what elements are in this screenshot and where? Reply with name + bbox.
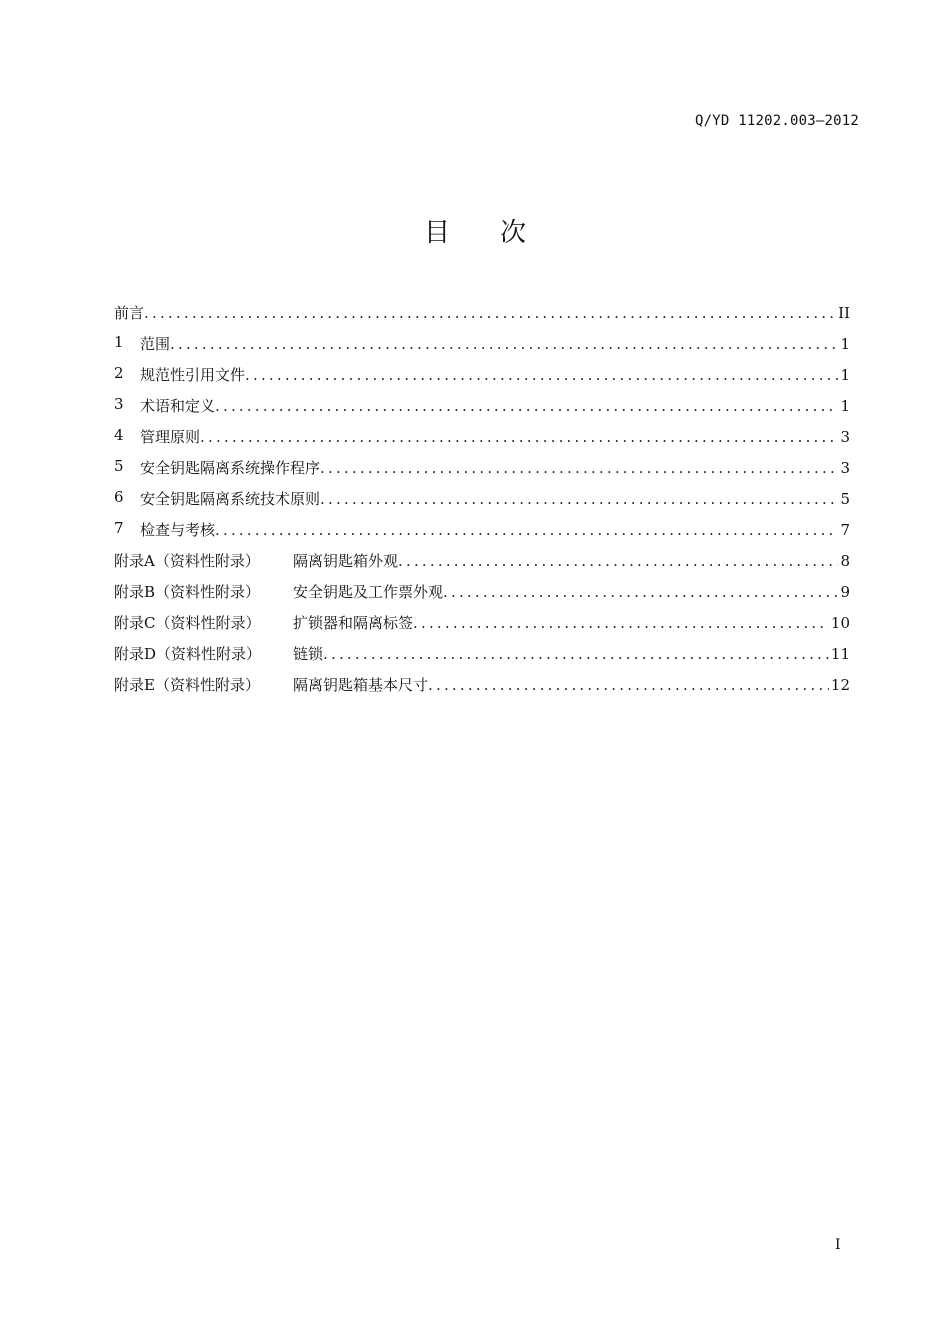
toc-entry-appendix-prefix: 附录B（资料性附录） (114, 583, 261, 601)
toc-entry-text: 链锁 (293, 645, 324, 663)
toc-entry-appendix-c[interactable] (114, 607, 850, 638)
toc-entry-label (114, 612, 413, 633)
toc-entry-text: 安全钥匙隔离系统技术原则 (140, 490, 321, 508)
toc-entry-number: 3 (114, 395, 124, 413)
toc-leader-dots (144, 304, 836, 322)
toc-entry-7[interactable] (114, 514, 850, 545)
toc-leader-dots (215, 521, 838, 539)
toc-entry-page: 3 (840, 427, 850, 446)
toc-entry-page: 1 (840, 334, 850, 353)
toc-entry-text: 隔离钥匙箱外观 (293, 552, 399, 570)
toc-entry-page: 1 (840, 396, 850, 415)
toc-leader-dots (215, 397, 838, 415)
toc-leader-dots (398, 552, 838, 570)
toc-entry-number: 7 (114, 519, 124, 537)
toc-entry-label (114, 364, 245, 385)
toc-entry-appendix-e[interactable] (114, 669, 850, 700)
toc-leader-dots (170, 335, 838, 353)
toc-entry-text: 隔离钥匙箱基本尺寸 (293, 676, 429, 694)
toc-entry-label (114, 643, 323, 664)
toc-entry-appendix-prefix: 附录D（资料性附录） (114, 645, 262, 663)
document-code: Q/YD 11202.003—2012 (695, 113, 859, 129)
toc-leader-dots (245, 366, 838, 384)
toc-entry-label (114, 333, 170, 354)
toc-entry-foreword[interactable] (114, 297, 850, 328)
toc-entry-page: 12 (830, 675, 850, 694)
toc-entry-text: 规范性引用文件 (140, 366, 246, 384)
toc-entry-appendix-b[interactable] (114, 576, 850, 607)
toc-entry-label (114, 581, 443, 602)
toc-entry-number: 6 (114, 488, 124, 506)
toc-entry-text: 范围 (140, 335, 171, 353)
toc-title: 目次 (423, 218, 576, 248)
toc-entry-page: 3 (840, 458, 850, 477)
toc-entry-number: 2 (114, 364, 124, 382)
toc-entry-page: 11 (830, 644, 850, 663)
toc-entry-label (114, 674, 428, 695)
toc-leader-dots (443, 583, 838, 601)
toc-entry-label (114, 426, 200, 447)
toc-entry-text: 管理原则 (140, 428, 201, 446)
toc-entry-2[interactable] (114, 359, 850, 390)
toc-entry-text: 扩锁器和隔离标签 (293, 614, 414, 632)
toc-leader-dots (323, 645, 829, 663)
toc-entry-appendix-d[interactable] (114, 638, 850, 669)
toc-entry-page: 1 (840, 365, 850, 384)
toc-entry-label (114, 488, 320, 509)
toc-entry-text: 术语和定义 (140, 397, 216, 415)
table-of-contents (114, 297, 850, 700)
toc-entry-label (114, 519, 215, 540)
toc-entry-number: 4 (114, 426, 124, 444)
toc-entry-text: 检查与考核 (140, 521, 216, 539)
toc-entry-3[interactable] (114, 390, 850, 421)
toc-entry-appendix-prefix: 附录E（资料性附录） (114, 676, 260, 694)
toc-entry-4[interactable] (114, 421, 850, 452)
toc-entry-text: 前言 (114, 304, 145, 322)
toc-entry-number: 5 (114, 457, 124, 475)
toc-entry-page: 5 (840, 489, 850, 508)
toc-entry-appendix-prefix: 附录A（资料性附录） (114, 552, 260, 570)
toc-entry-text: 安全钥匙及工作票外观 (293, 583, 444, 601)
toc-entry-6[interactable] (114, 483, 850, 514)
toc-leader-dots (320, 459, 838, 477)
toc-entry-appendix-prefix: 附录C（资料性附录） (114, 614, 261, 632)
toc-entry-label (114, 302, 144, 323)
toc-entry-page: 8 (840, 551, 850, 570)
toc-entry-label (114, 550, 398, 571)
toc-entry-label (114, 457, 320, 478)
toc-entry-text: 安全钥匙隔离系统操作程序 (140, 459, 321, 477)
toc-entry-5[interactable] (114, 452, 850, 483)
toc-entry-appendix-a[interactable] (114, 545, 850, 576)
toc-entry-page: 7 (840, 520, 850, 539)
toc-entry-1[interactable] (114, 328, 850, 359)
toc-entry-page: 10 (830, 613, 850, 632)
toc-entry-number: 1 (114, 333, 124, 351)
toc-leader-dots (413, 614, 829, 632)
toc-entry-page: 9 (840, 582, 850, 601)
page-number: I (835, 1237, 841, 1253)
toc-leader-dots (200, 428, 838, 446)
toc-entry-page: II (838, 303, 850, 322)
toc-leader-dots (428, 676, 829, 694)
toc-entry-label (114, 395, 215, 416)
toc-leader-dots (320, 490, 838, 508)
